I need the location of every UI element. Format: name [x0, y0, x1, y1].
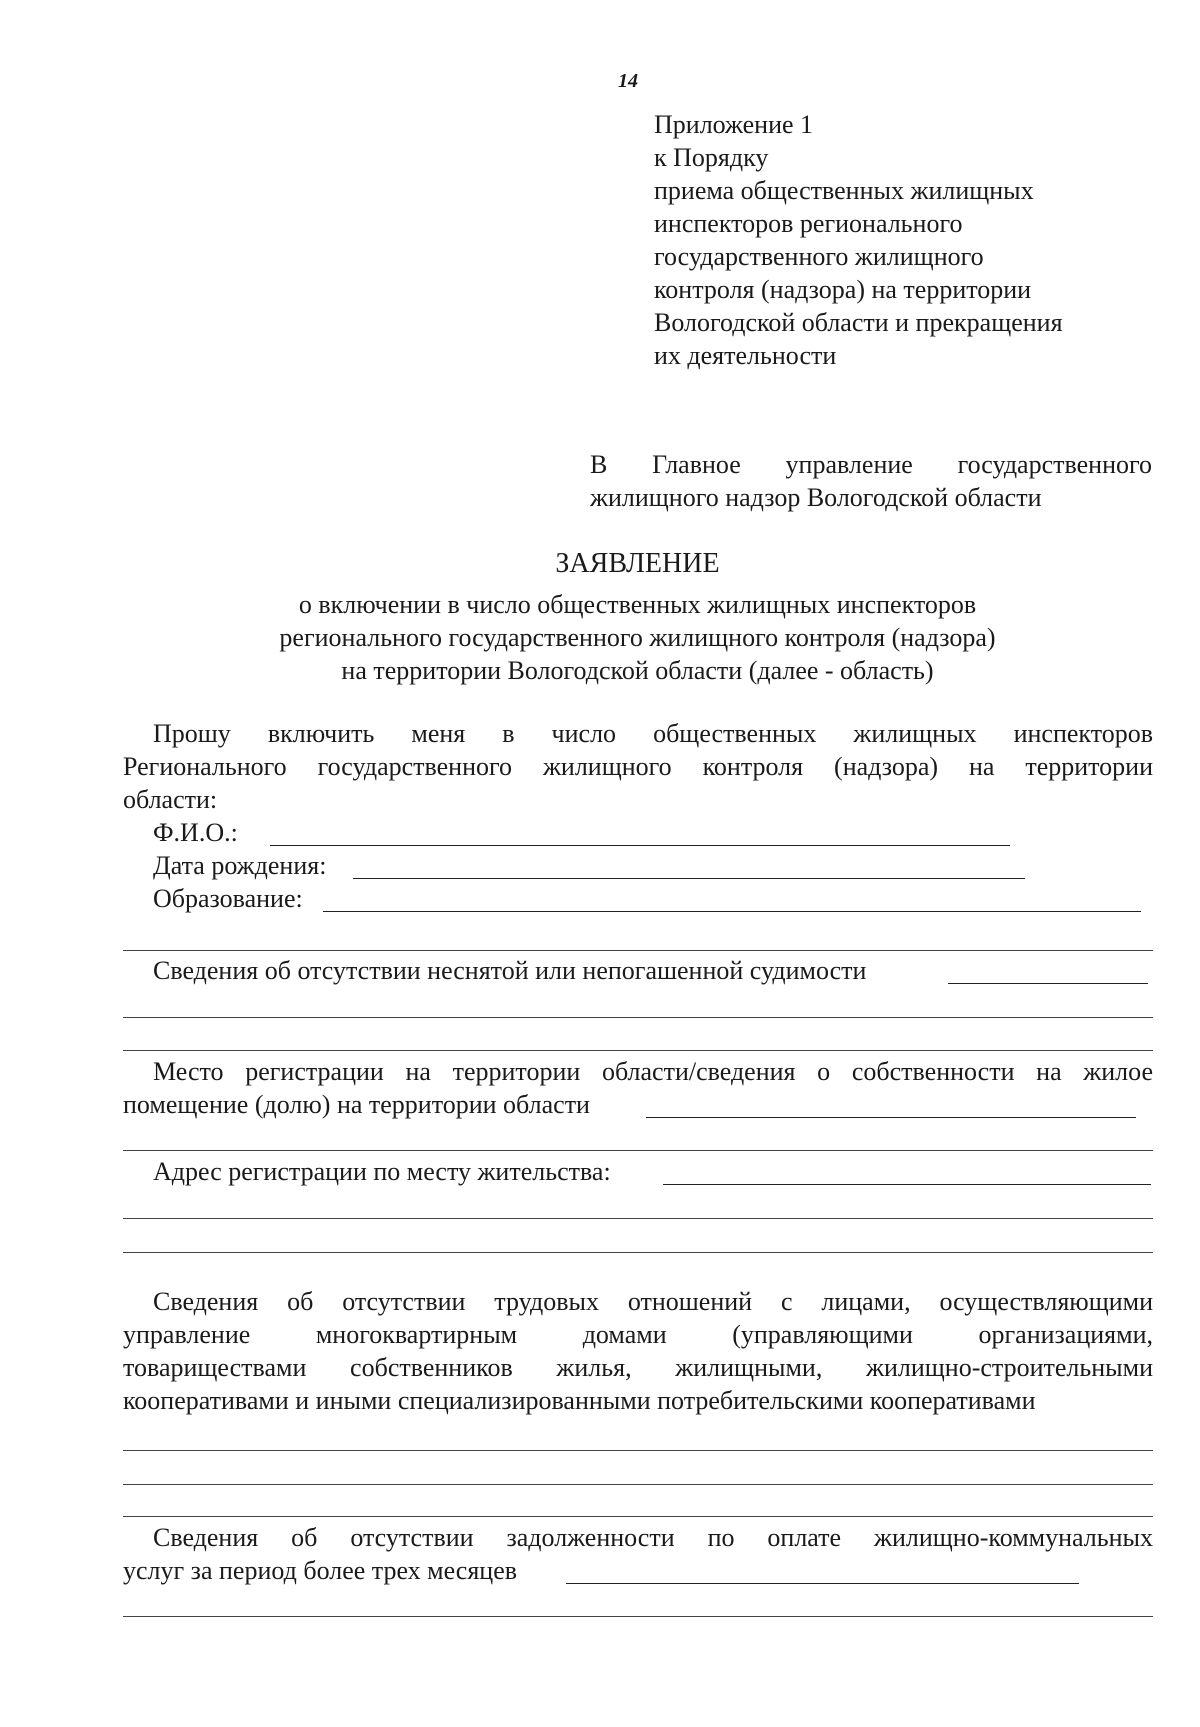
address-extra-line[interactable] — [123, 1218, 1153, 1219]
debt-paragraph — [123, 1521, 1153, 1587]
registration-line-2: помещение (долю) на территории области — [123, 1090, 590, 1119]
education-field[interactable] — [323, 911, 1141, 912]
appendix-line: их деятельности — [654, 341, 837, 370]
appendix-line: контроля (надзора) на территории — [654, 275, 1032, 304]
debt-line-1: Сведения об отсутствии задолженности по оплате жилищно-коммунальных — [153, 1523, 1153, 1552]
page-number: 14 — [618, 70, 638, 92]
registration-paragraph — [123, 1055, 1153, 1121]
labor-paragraph — [123, 1285, 1153, 1417]
address-label: Адрес регистрации по месту жительства: — [153, 1157, 611, 1186]
appendix-note — [654, 108, 1114, 372]
education-label: Образование: — [153, 884, 303, 913]
appendix-line: приема общественных жилищных — [654, 176, 1034, 205]
education-extra-line[interactable] — [123, 950, 1153, 951]
appendix-line: инспекторов регионального — [654, 209, 963, 238]
labor-extra-line[interactable] — [123, 1516, 1153, 1517]
address-field[interactable] — [663, 1184, 1151, 1185]
birth-date-label: Дата рождения: — [153, 851, 327, 880]
labor-extra-line[interactable] — [123, 1484, 1153, 1485]
labor-line: Сведения об отсутствии трудовых отношений с лицами, осуществляющими — [153, 1287, 1153, 1316]
appendix-line: Приложение 1 — [654, 110, 814, 139]
conviction-extra-line[interactable] — [123, 1050, 1153, 1051]
addressee-line-1: В Главное управление государственного — [590, 450, 1152, 479]
request-paragraph — [123, 717, 1153, 816]
registration-field[interactable] — [646, 1117, 1136, 1118]
request-line-1: Прошу включить меня в число общественных жилищных инспекторов — [153, 719, 1153, 748]
subtitle-line: на территории Вологодской области (далее - область) — [341, 656, 934, 685]
appendix-line: к Порядку — [654, 143, 769, 172]
conviction-field[interactable] — [948, 983, 1148, 984]
registration-extra-line[interactable] — [123, 1150, 1153, 1151]
debt-field[interactable] — [566, 1583, 1079, 1584]
conviction-extra-line[interactable] — [123, 1017, 1153, 1018]
addressee-line-2: жилищного надзор Вологодской области — [590, 483, 1042, 512]
request-line-3: области: — [123, 785, 218, 814]
subtitle-line: о включении в число общественных жилищных инспекторов — [298, 590, 977, 619]
address-extra-line[interactable] — [123, 1252, 1153, 1253]
document-subtitle — [0, 588, 1200, 687]
request-line-2: Регионального государственного жилищного контроля (надзора) на территории — [123, 752, 1153, 781]
labor-line: товариществами собственников жилья, жилищными, жилищно-строительными — [123, 1353, 1153, 1382]
birth-date-field[interactable] — [353, 878, 1025, 879]
fio-field[interactable] — [270, 845, 1010, 846]
registration-line-1: Место регистрации на территории области/сведения о собственности на жилое — [153, 1057, 1153, 1086]
subtitle-line: регионального государственного жилищного контроля (надзора) — [279, 623, 996, 652]
appendix-line: Вологодской области и прекращения — [654, 308, 1063, 337]
conviction-label: Сведения об отсутствии неснятой или непогашенной судимости — [153, 956, 867, 985]
appendix-line: государственного жилищного — [654, 242, 984, 271]
debt-extra-line[interactable] — [123, 1616, 1153, 1617]
document-title: ЗАЯВЛЕНИЕ — [555, 548, 720, 579]
fio-label: Ф.И.О.: — [153, 818, 238, 847]
labor-line: управление многоквартирным домами (управляющими организациями, — [123, 1320, 1153, 1349]
debt-line-2: услуг за период более трех месяцев — [123, 1556, 518, 1585]
addressee-block — [590, 448, 1152, 514]
labor-line: кооперативами и иными специализированными потребительскими кооперативами — [123, 1386, 1036, 1415]
labor-extra-line[interactable] — [123, 1450, 1153, 1451]
